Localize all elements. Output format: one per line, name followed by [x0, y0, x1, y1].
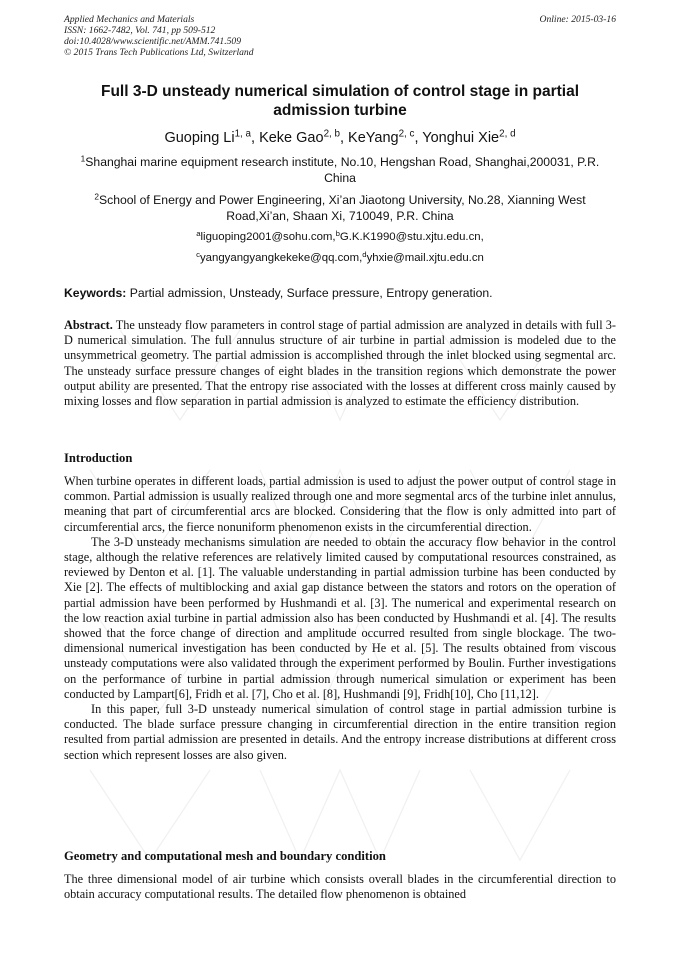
affiliation-1: $^1$Shanghai marine equipment research institute, No.10, Hengshan Road, Shanghai,200031, P.R. China [80, 153, 600, 185]
email-line-1: $^a$liguoping2001@sohu.com,$^b$G.K.K1990@stu.xjtu.edu.cn, [196, 228, 484, 243]
copyright-line: © 2015 Trans Tech Publications Ltd, Switzerland [64, 47, 254, 58]
keywords [64, 286, 616, 301]
abstract [64, 318, 616, 409]
author-name: Keke Gao [259, 130, 324, 146]
author-sup: 2, d [499, 128, 516, 140]
author-sup: 2, c [398, 128, 415, 140]
abstract-label: Abstract. [64, 318, 113, 332]
paper-title: Full 3-D unsteady numerical simulation of control stage in partial admission turbine [101, 83, 579, 119]
online-date: Online: 2015-03-16 [539, 14, 616, 25]
email-d: yhxie@mail.xjtu.edu.cn [366, 252, 484, 264]
paragraph: In this paper, full 3-D unsteady numerical simulation of control stage in partial admission turbine is conducted. The blade surface pressure changing in circumferential direction in the entire transition region resulted from partial admission are presented in details. And the entropy increase distributions at different cross section which represent losses are also given. [64, 702, 616, 762]
author-name: Yonghui Xie [422, 130, 500, 146]
paragraph: The 3-D unsteady mechanisms simulation are needed to obtain the accuracy flow behavior in the control stage, although the relative references are relatively limited caused by computational resources constrained, as reviewed by Denton et al. [1]. The valuable understanding in partial admission turbine has been conducted by Xie [2]. The effects of multiblocking and axial gap distance between the stators and rotors on the operation of partial admission have been performed by Hushmandi et al. [3]. The numerical and experimental research on the low reaction axial turbine in partial admission also has been conducted by Hushmandi et al. [4]. The results showed that the force change of direction and amplitude occurred resulted from single blockage. The two-dimensional numerical investigation has been conducted by He et al. [5]. The results obtained from viscous unsteady computations were also validated through the experiment performed by Boulin. Further investigations on the performance of turbine in partial admission through numerical simulation or experiment has been conducted by Lampart[6], Fridh et al. [7], Cho et al. [8], Hushmandi [9], Fridh[10], Cho [11,12]. [64, 534, 616, 701]
email-b: G.K.K1990@stu.xjtu.edu.cn, [339, 231, 484, 243]
affiliation-2: $^2$School of Energy and Power Engineering, Xi’an Jiaotong University, No.28, Xianning West Road,Xi’an, Shaan Xi, 710049, P.R. China [94, 191, 586, 223]
paragraph: The three dimensional model of air turbine which consists overall blades in the circumferential direction to obtain accuracy computational results. The detailed flow phenomenon is obtained [64, 872, 616, 902]
author-name: KeYang [348, 130, 399, 146]
author-list: Guoping Li$^{1, a}$, Keke Gao$^{2, b}$, KeYang$^{2, c}$, Yonghui Xie$^{2, d}$ [164, 128, 516, 146]
keywords-text: Partial admission, Unsteady, Surface pressure, Entropy generation. [126, 286, 493, 300]
introduction-body [64, 474, 616, 763]
author-sup: 1, a [234, 128, 251, 140]
issn-line: ISSN: 1662-7482, Vol. 741, pp 509-512 [64, 25, 216, 36]
journal-name: Applied Mechanics and Materials [64, 14, 195, 25]
author-sup: 2, b [323, 128, 340, 140]
geometry-body [64, 872, 616, 902]
introduction-heading: Introduction [64, 451, 133, 465]
doi-line: doi:10.4028/www.scientific.net/AMM.741.509 [64, 36, 242, 47]
abstract-text: The unsteady flow parameters in control stage of partial admission are analyzed in details with full 3-D numerical simulation. The full annulus structure of air turbine in partial admission is modeled due to the unsymmetrical geometry. The partial admission is accomplished through the inlet blocked using segmental arc. The unsteady surface pressure changes of eight blades in the transition regions which demonstrate the power output ability are presented. That the entropy rise associated with the losses at different cross mainly caused by mixing losses and flow separation in partial admission is analyzed to estimate the efficiency distribution. [64, 318, 616, 409]
journal-header [64, 14, 616, 58]
keywords-label: Keywords: [64, 286, 127, 300]
geometry-heading: Geometry and computational mesh and boundary condition [64, 849, 386, 863]
email-a: liguoping2001@sohu.com, [200, 231, 336, 243]
paragraph: When turbine operates in different loads, partial admission is used to adjust the power output of control stage in common. Partial admission is usually realized through one and more segmental arcs of the turbine inlet annulus, meaning that part of circumferential arcs are blocked. Considering that the flow is only admitted into part of circumferential arcs, the fierce nonuniform phenomenon exists in the circumferential direction. [64, 474, 616, 534]
email-line-2: $^c$yangyangyangkekeke@qq.com,$^d$yhxie@mail.xjtu.edu.cn [196, 249, 484, 264]
author-name: Guoping Li [164, 130, 235, 146]
email-c: yangyangyangkekeke@qq.com, [199, 252, 363, 264]
